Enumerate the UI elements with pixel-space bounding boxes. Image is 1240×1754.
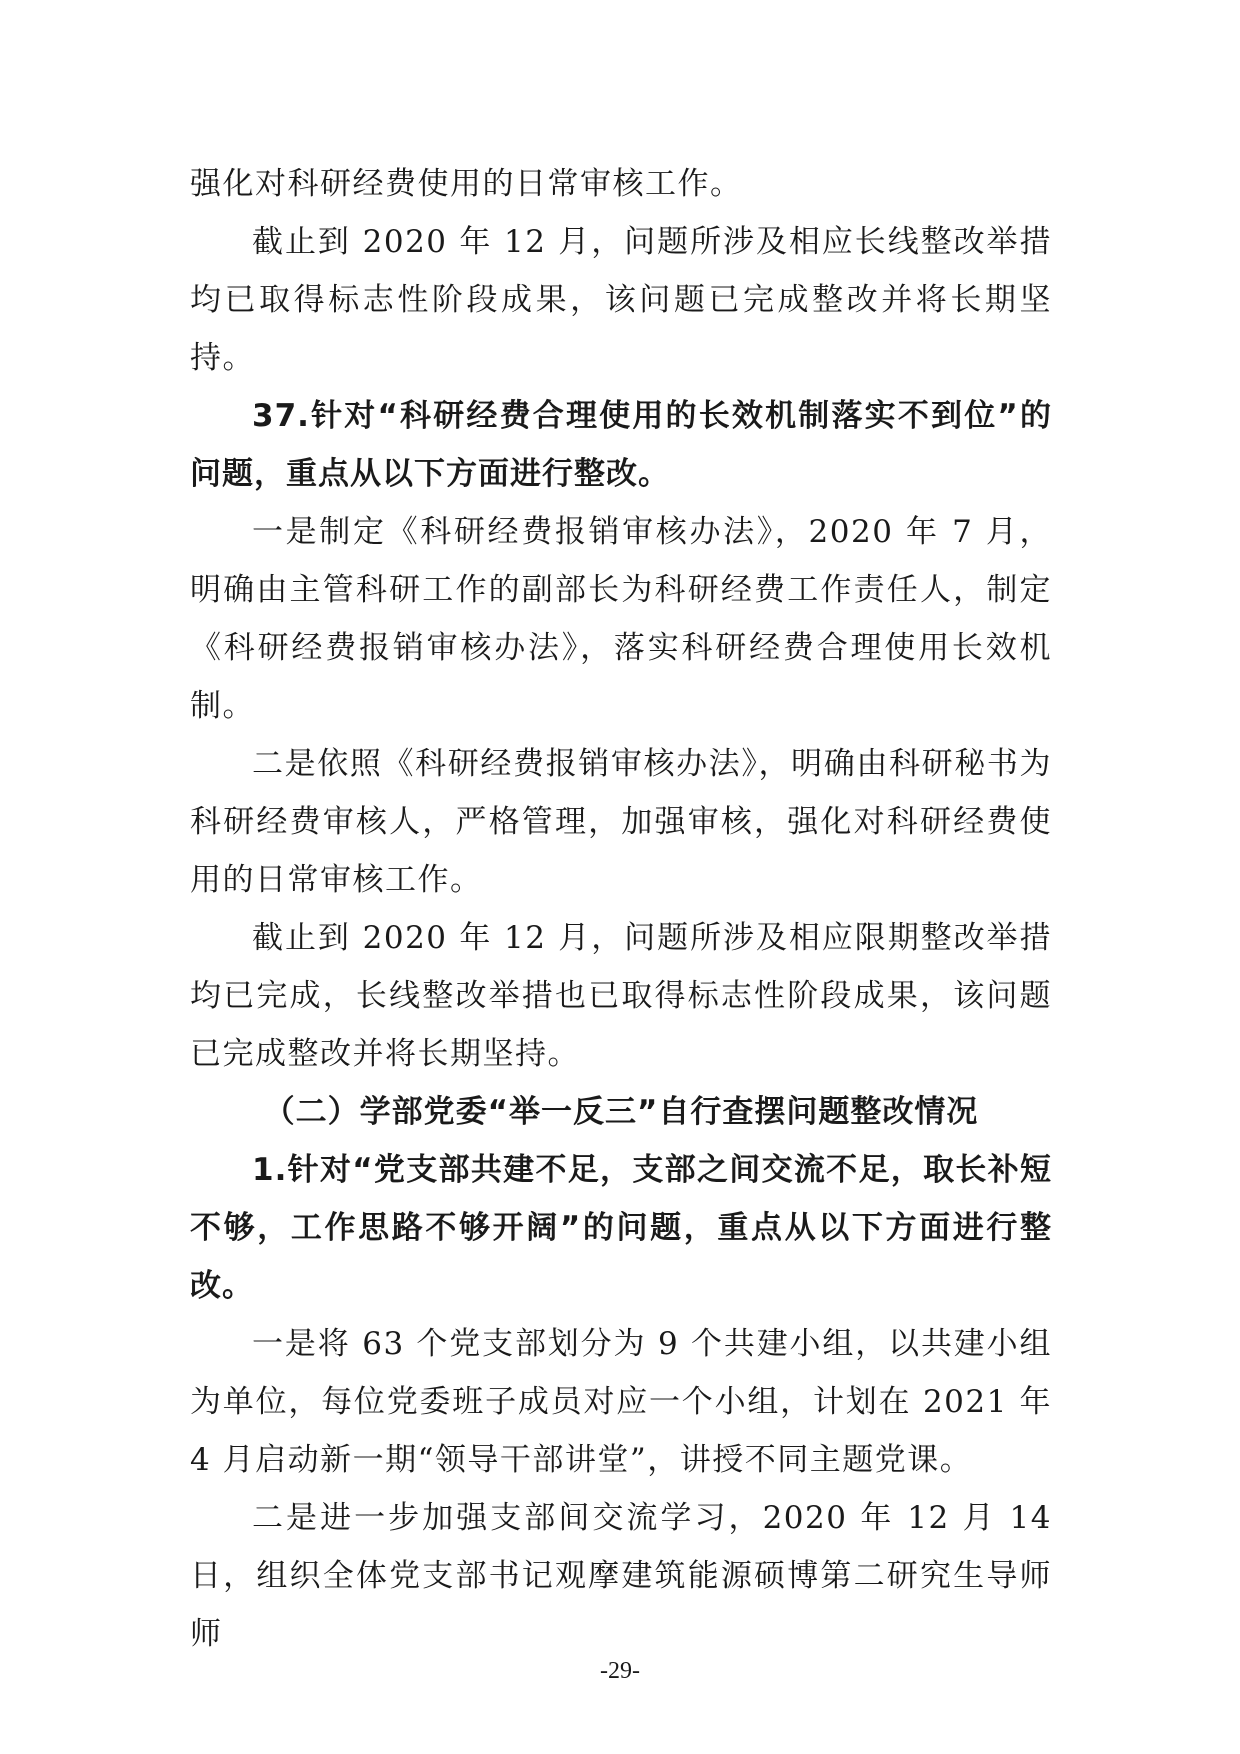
page-number: -29-	[600, 1658, 640, 1684]
paragraph-continuation: 强化对科研经费使用的日常审核工作。	[190, 166, 743, 202]
body-text	[190, 155, 1052, 1663]
paragraph-status-37: 截止到 2020 年 12 月，问题所涉及相应限期整改举措均已完成，长线整改举措也已取得标志性阶段成果，该问题已完成整改并将长期坚持。	[190, 920, 1052, 1072]
paragraph-measure-1: 一是制定《科研经费报销审核办法》，2020 年 7 月，明确由主管科研工作的副部长为科研经费工作责任人，制定《科研经费报销审核办法》，落实科研经费合理使用长效机制。	[190, 514, 1052, 724]
paragraph-measure-4: 二是进一步加强支部间交流学习，2020 年 12 月 14 日，组织全体党支部书记观摩建筑能源硕博第二研究生导师师	[190, 1500, 1052, 1652]
issue-heading-1: 1.针对“党支部共建不足，支部之间交流不足，取长补短不够，工作思路不够开阔”的问题，重点从以下方面进行整改。	[190, 1152, 1052, 1304]
paragraph-measure-3: 一是将 63 个党支部划分为 9 个共建小组，以共建小组为单位，每位党委班子成员对应一个小组，计划在 2021 年 4 月启动新一期“领导干部讲堂”，讲授不同主题党课。	[190, 1326, 1052, 1478]
issue-heading-37: 37.针对“科研经费合理使用的长效机制落实不到位”的问题，重点从以下方面进行整改。	[190, 398, 1052, 492]
paragraph-status-36: 截止到 2020 年 12 月，问题所涉及相应长线整改举措均已取得标志性阶段成果，该问题已完成整改并将长期坚持。	[190, 224, 1052, 376]
section-heading: （二）学部党委“举一反三”自行查摆问题整改情况	[263, 1094, 979, 1130]
paragraph-measure-2: 二是依照《科研经费报销审核办法》，明确由科研秘书为科研经费审核人，严格管理，加强审核，强化对科研经费使用的日常审核工作。	[190, 746, 1052, 898]
